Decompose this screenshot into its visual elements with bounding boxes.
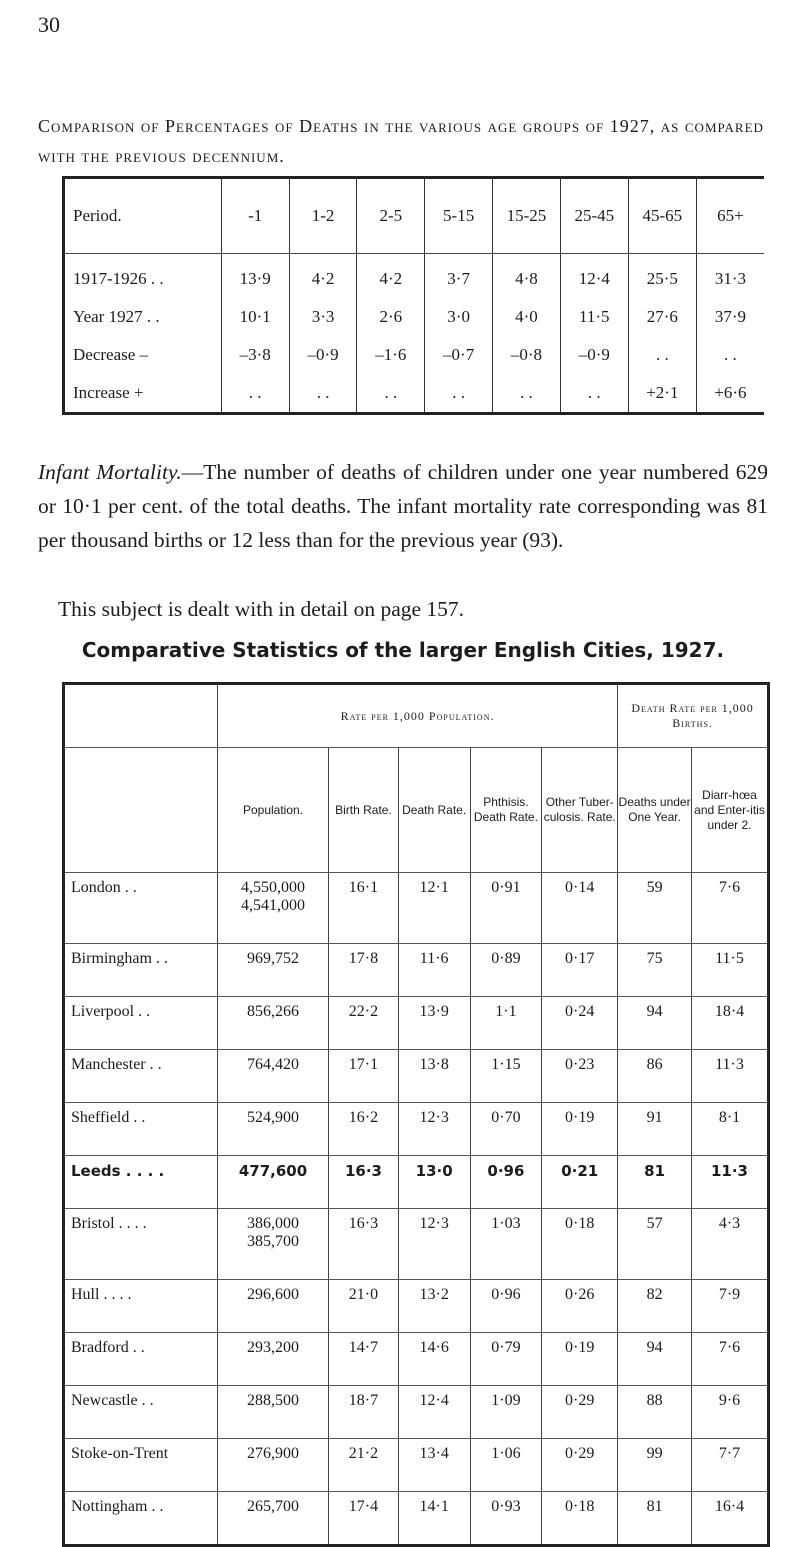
value-cell: 12·4 — [560, 254, 628, 299]
population-value: 4,541,000 — [241, 897, 306, 914]
value-cell: 25·5 — [628, 254, 696, 299]
population-cell: 296,600 — [217, 1280, 328, 1333]
table2-group-header-row — [64, 684, 769, 748]
deaths-under-one-cell: 88 — [618, 1386, 692, 1439]
other-tb-cell: 0·19 — [542, 1103, 618, 1156]
diarrhoea-cell: 4·3 — [691, 1209, 768, 1280]
table-row — [64, 1439, 769, 1492]
phthisis-cell: 1·09 — [470, 1386, 542, 1439]
value-cell: . . — [493, 374, 561, 414]
death-rate-per-births-header: Death Rate per 1,000 Births. — [618, 684, 769, 748]
header-age: 1-2 — [289, 178, 357, 254]
population-cell — [217, 1209, 328, 1280]
phthisis-cell: 1·15 — [470, 1050, 542, 1103]
value-cell: 4·2 — [289, 254, 357, 299]
deaths-under-one-cell: 94 — [618, 997, 692, 1050]
value-cell: 2·6 — [357, 298, 425, 336]
population-value: 386,000 — [247, 1215, 300, 1232]
value-cell: –0·9 — [560, 336, 628, 374]
period-cell: 1917-1926 . . — [64, 254, 222, 299]
subheader-birth-rate: Birth Rate. — [329, 748, 399, 873]
diarrhoea-cell: 11·5 — [691, 944, 768, 997]
city-name-cell: Hull . . . . — [64, 1280, 218, 1333]
value-cell: –0·9 — [289, 336, 357, 374]
death-rate-cell: 12·1 — [398, 873, 470, 944]
other-tb-cell: 0·21 — [542, 1156, 618, 1209]
header-age: 45-65 — [628, 178, 696, 254]
population-cell: 477,600 — [217, 1156, 328, 1209]
population-cell — [217, 873, 328, 944]
subheader-population: Population. — [217, 748, 328, 873]
city-name-cell: Sheffield . . — [64, 1103, 218, 1156]
city-name-cell: Nottingham . . — [64, 1492, 218, 1546]
table-row — [64, 1209, 769, 1280]
page-number: 30 — [38, 12, 60, 37]
header-age: 15-25 — [493, 178, 561, 254]
birth-rate-cell: 16·2 — [329, 1103, 399, 1156]
table-row — [64, 1333, 769, 1386]
death-rate-cell: 12·3 — [398, 1209, 470, 1280]
table-row — [64, 1280, 769, 1333]
table-row — [64, 374, 765, 414]
diarrhoea-cell: 18·4 — [691, 997, 768, 1050]
table-row — [64, 298, 765, 336]
city-name-cell: Newcastle . . — [64, 1386, 218, 1439]
birth-rate-cell: 22·2 — [329, 997, 399, 1050]
subheader-other-tb: Other Tuber-culosis. Rate. — [542, 748, 618, 873]
city-name-cell: London . . — [64, 873, 218, 944]
deaths-under-one-cell: 81 — [618, 1492, 692, 1546]
value-cell: 3·7 — [425, 254, 493, 299]
table-row — [64, 997, 769, 1050]
deaths-under-one-cell: 82 — [618, 1280, 692, 1333]
population-cell: 265,700 — [217, 1492, 328, 1546]
city-name-cell: Bradford . . — [64, 1333, 218, 1386]
population-cell: 293,200 — [217, 1333, 328, 1386]
deaths-under-one-cell: 57 — [618, 1209, 692, 1280]
subheader-deaths-under-one: Deaths under One Year. — [618, 748, 692, 873]
table-row — [64, 1492, 769, 1546]
value-cell: 4·8 — [493, 254, 561, 299]
header-age: -1 — [221, 178, 289, 254]
value-cell: –0·8 — [493, 336, 561, 374]
table2-subheader-row — [64, 748, 769, 873]
subheader-phthisis: Phthisis. Death Rate. — [470, 748, 542, 873]
death-rate-cell: 13·2 — [398, 1280, 470, 1333]
header-period: Period. — [64, 178, 222, 254]
period-cell: Year 1927 . . — [64, 298, 222, 336]
diarrhoea-cell: 11·3 — [691, 1156, 768, 1209]
phthisis-cell: 1·1 — [470, 997, 542, 1050]
value-cell: . . — [628, 336, 696, 374]
infant-mortality-paragraph — [38, 455, 768, 557]
table-row — [64, 336, 765, 374]
city-name-cell: Bristol . . . . — [64, 1209, 218, 1280]
death-rate-cell: 13·0 — [398, 1156, 470, 1209]
birth-rate-cell: 16·1 — [329, 873, 399, 944]
phthisis-cell: 1·03 — [470, 1209, 542, 1280]
birth-rate-cell: 16·3 — [329, 1209, 399, 1280]
city-name-cell: Birmingham . . — [64, 944, 218, 997]
birth-rate-cell: 18·7 — [329, 1386, 399, 1439]
city-statistics-table — [62, 682, 770, 1547]
other-tb-cell: 0·18 — [542, 1492, 618, 1546]
phthisis-cell: 1·06 — [470, 1439, 542, 1492]
diarrhoea-cell: 7·7 — [691, 1439, 768, 1492]
death-rate-cell: 12·4 — [398, 1386, 470, 1439]
table-row — [64, 1386, 769, 1439]
city-name-cell: Leeds . . . . — [64, 1156, 218, 1209]
value-cell: . . — [221, 374, 289, 414]
table-row — [64, 1050, 769, 1103]
other-tb-cell: 0·24 — [542, 997, 618, 1050]
table-row — [64, 1156, 769, 1209]
deaths-under-one-cell: 86 — [618, 1050, 692, 1103]
other-tb-cell: 0·17 — [542, 944, 618, 997]
phthisis-cell: 0·91 — [470, 873, 542, 944]
death-rate-cell: 14·1 — [398, 1492, 470, 1546]
value-cell: –0·7 — [425, 336, 493, 374]
value-cell: 3·0 — [425, 298, 493, 336]
value-cell: . . — [560, 374, 628, 414]
city-name-cell: Liverpool . . — [64, 997, 218, 1050]
table2-body — [64, 873, 769, 1546]
value-cell: –3·8 — [221, 336, 289, 374]
phthisis-cell: 0·96 — [470, 1280, 542, 1333]
header-age: 65+ — [696, 178, 764, 254]
deaths-under-one-cell: 59 — [618, 873, 692, 944]
header-age: 2-5 — [357, 178, 425, 254]
value-cell: 27·6 — [628, 298, 696, 336]
value-cell: –1·6 — [357, 336, 425, 374]
diarrhoea-cell: 9·6 — [691, 1386, 768, 1439]
value-cell: +2·1 — [628, 374, 696, 414]
value-cell: . . — [425, 374, 493, 414]
death-rate-cell: 11·6 — [398, 944, 470, 997]
birth-rate-cell: 21·0 — [329, 1280, 399, 1333]
deaths-under-one-cell: 91 — [618, 1103, 692, 1156]
table-row — [64, 1103, 769, 1156]
other-tb-cell: 0·29 — [542, 1386, 618, 1439]
subheader-diarrhoea: Diarr-hœa and Enter-itis under 2. — [691, 748, 768, 873]
header-age: 5-15 — [425, 178, 493, 254]
diarrhoea-cell: 11·3 — [691, 1050, 768, 1103]
phthisis-cell: 0·79 — [470, 1333, 542, 1386]
value-cell: 37·9 — [696, 298, 764, 336]
other-tb-cell: 0·23 — [542, 1050, 618, 1103]
other-tb-cell: 0·18 — [542, 1209, 618, 1280]
table1-header-row — [64, 178, 765, 254]
value-cell: 13·9 — [221, 254, 289, 299]
city-column-header — [64, 684, 218, 748]
header-age: 25-45 — [560, 178, 628, 254]
population-cell: 856,266 — [217, 997, 328, 1050]
city-name-cell: Stoke-on-Trent — [64, 1439, 218, 1492]
period-cell: Decrease – — [64, 336, 222, 374]
city-subheader — [64, 748, 218, 873]
other-tb-cell: 0·29 — [542, 1439, 618, 1492]
death-rate-cell: 14·6 — [398, 1333, 470, 1386]
phthisis-cell: 0·70 — [470, 1103, 542, 1156]
death-rate-cell: 13·8 — [398, 1050, 470, 1103]
population-value: 385,700 — [247, 1233, 300, 1250]
value-cell: . . — [289, 374, 357, 414]
death-rate-cell: 13·4 — [398, 1439, 470, 1492]
birth-rate-cell: 14·7 — [329, 1333, 399, 1386]
population-cell: 969,752 — [217, 944, 328, 997]
other-tb-cell: 0·14 — [542, 873, 618, 944]
deaths-under-one-cell: 94 — [618, 1333, 692, 1386]
period-cell: Increase + — [64, 374, 222, 414]
table-row — [64, 944, 769, 997]
infant-mortality-label: Infant Mortality. — [38, 460, 182, 484]
phthisis-cell: 0·89 — [470, 944, 542, 997]
death-rate-cell: 12·3 — [398, 1103, 470, 1156]
population-value: 4,550,000 — [241, 879, 306, 896]
table-row — [64, 254, 765, 299]
birth-rate-cell: 17·4 — [329, 1492, 399, 1546]
population-cell: 276,900 — [217, 1439, 328, 1492]
population-cell: 524,900 — [217, 1103, 328, 1156]
value-cell: 10·1 — [221, 298, 289, 336]
deaths-under-one-cell: 99 — [618, 1439, 692, 1492]
page-reference-paragraph: This subject is dealt with in detail on page 157. — [58, 597, 465, 621]
rate-per-population-header: Rate per 1,000 Population. — [217, 684, 617, 748]
birth-rate-cell: 17·8 — [329, 944, 399, 997]
table1-heading: Comparison of Percentages of Deaths in the various age groups of 1927, as compared with the previous decennium. — [38, 116, 764, 166]
other-tb-cell: 0·19 — [542, 1333, 618, 1386]
population-cell: 764,420 — [217, 1050, 328, 1103]
diarrhoea-cell: 7·6 — [691, 873, 768, 944]
other-tb-cell: 0·26 — [542, 1280, 618, 1333]
value-cell: 4·0 — [493, 298, 561, 336]
value-cell: 31·3 — [696, 254, 764, 299]
deaths-under-one-cell: 81 — [618, 1156, 692, 1209]
diarrhoea-cell: 8·1 — [691, 1103, 768, 1156]
city-name-cell: Manchester . . — [64, 1050, 218, 1103]
diarrhoea-cell: 7·9 — [691, 1280, 768, 1333]
value-cell: 3·3 — [289, 298, 357, 336]
birth-rate-cell: 17·1 — [329, 1050, 399, 1103]
phthisis-cell: 0·96 — [470, 1156, 542, 1209]
subheader-death-rate: Death Rate. — [398, 748, 470, 873]
population-cell: 288,500 — [217, 1386, 328, 1439]
value-cell: . . — [357, 374, 425, 414]
birth-rate-cell: 21·2 — [329, 1439, 399, 1492]
death-rate-cell: 13·9 — [398, 997, 470, 1050]
value-cell: 4·2 — [357, 254, 425, 299]
phthisis-cell: 0·93 — [470, 1492, 542, 1546]
value-cell: 11·5 — [560, 298, 628, 336]
table2-heading: Comparative Statistics of the larger English Cities, 1927. — [81, 638, 725, 662]
diarrhoea-cell: 16·4 — [691, 1492, 768, 1546]
infant-mortality-text: —The number of deaths of children under one year numbered 629 or 10·1 per cent. of the total deaths. The infant mortality rate corresponding was 81 per thousand births or 12 less than for the previous year (93). — [38, 460, 769, 552]
value-cell: . . — [696, 336, 764, 374]
value-cell: +6·6 — [696, 374, 764, 414]
table-row — [64, 873, 769, 944]
birth-rate-cell: 16·3 — [329, 1156, 399, 1209]
deaths-under-one-cell: 75 — [618, 944, 692, 997]
age-group-percentages-table — [62, 176, 764, 415]
diarrhoea-cell: 7·6 — [691, 1333, 768, 1386]
